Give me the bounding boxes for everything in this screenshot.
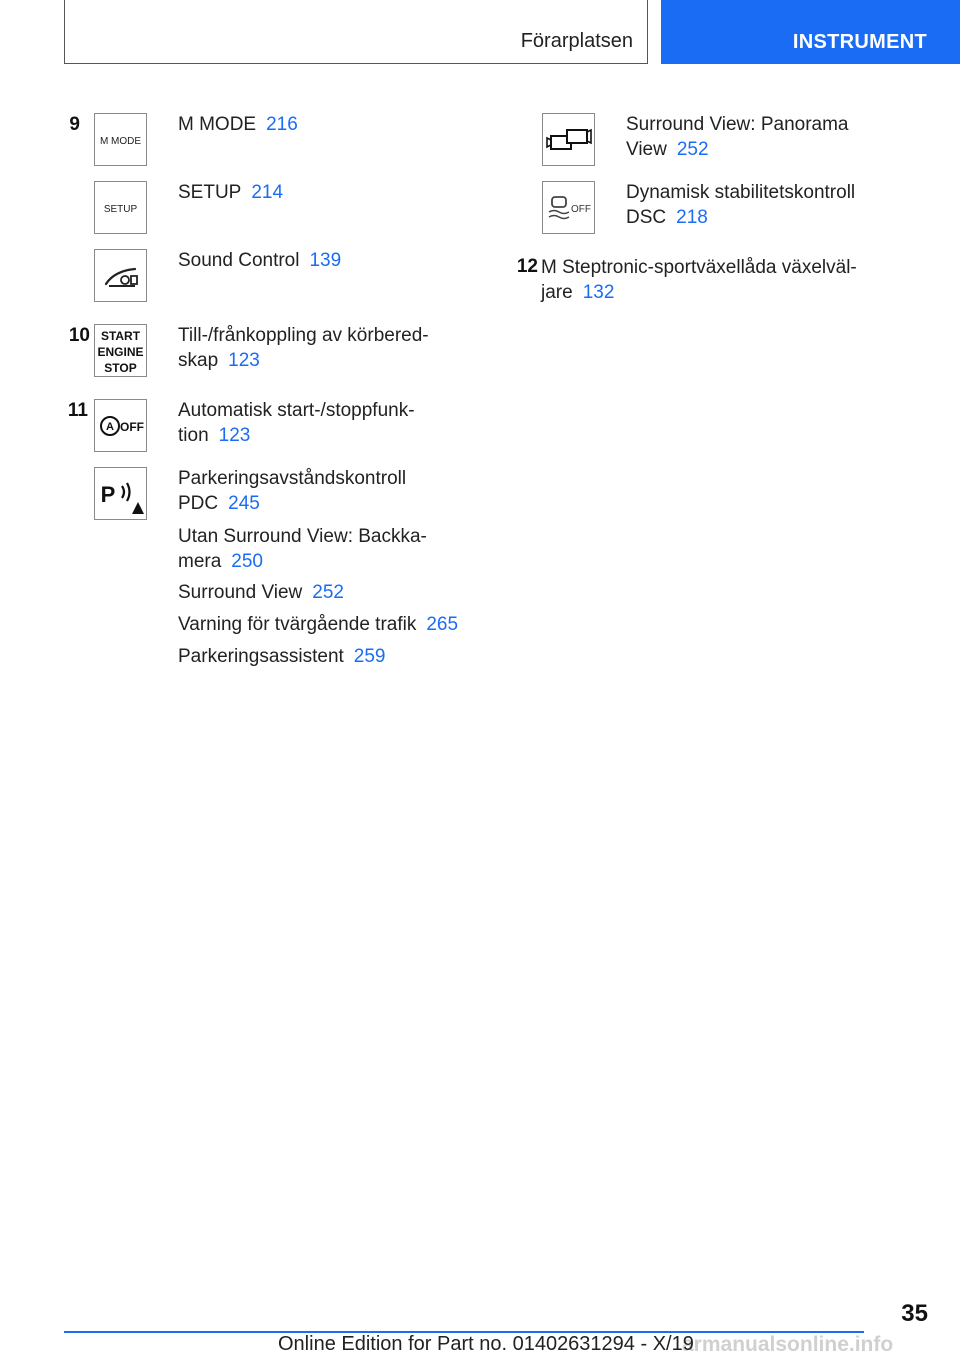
auto-start-stop-line2: tion — [178, 425, 209, 446]
panorama-view-line2: View — [626, 139, 667, 160]
auto-start-stop-off-icon — [94, 399, 147, 452]
parking-assistant-entry — [178, 644, 386, 669]
chapter-tab-label: INSTRUMENT — [792, 31, 927, 53]
steptronic-line1: M Steptronic-sportväxellåda växelväl- — [541, 257, 857, 278]
backup-camera-page-link[interactable]: 250 — [231, 551, 263, 572]
panorama-view-page-link[interactable]: 252 — [676, 139, 709, 160]
auto-start-stop-line1: Automatisk start-/stoppfunk- — [178, 400, 415, 421]
backup-camera-entry — [178, 524, 427, 574]
cross-traffic-label: Varning för tvärgående trafik — [178, 614, 417, 635]
sound-control-label: Sound Control — [178, 250, 300, 271]
m-mode-entry — [178, 112, 298, 137]
footer-edition: Online Edition for Part no. 01402631294 - X/19 — [278, 1333, 694, 1355]
pdc-page-link[interactable]: 245 — [228, 493, 260, 514]
auto-start-stop-entry — [178, 398, 415, 448]
footer-watermark: armanualsonline.info — [682, 1333, 894, 1356]
start-engine-stop-icon — [94, 324, 147, 377]
m-mode-icon — [94, 113, 147, 166]
auto-start-stop-page-link[interactable]: 123 — [218, 425, 251, 446]
svg-text:M MODE: M MODE — [99, 136, 142, 147]
pdc-line1: Parkeringsavståndskontroll — [178, 468, 407, 489]
parking-assistant-page-link[interactable]: 259 — [353, 646, 386, 667]
m-mode-label: M MODE — [178, 114, 257, 135]
sound-control-entry — [178, 248, 341, 273]
surround-view-page-link[interactable]: 252 — [312, 582, 344, 603]
steptronic-page-link[interactable]: 132 — [582, 282, 615, 303]
item-number-10: 10 — [68, 325, 90, 346]
svg-text:A: A — [106, 421, 114, 433]
pdc-line2: PDC — [178, 493, 219, 514]
dsc-off-icon — [542, 181, 595, 234]
svg-text:OFF: OFF — [120, 420, 144, 434]
sound-control-icon — [94, 249, 147, 302]
parking-sensor-icon — [94, 467, 147, 520]
page-number: 35 — [901, 1300, 928, 1327]
backup-camera-line1: Utan Surround View: Backka- — [178, 526, 427, 547]
start-stop-entry — [178, 323, 429, 373]
steptronic-entry — [541, 255, 857, 305]
setup-label: SETUP — [178, 182, 242, 203]
svg-text:SETUP: SETUP — [103, 204, 138, 215]
item-number-12: 12 — [516, 256, 538, 277]
item-number-11: 11 — [67, 400, 88, 421]
dsc-line2: DSC — [626, 207, 667, 228]
section-title: Förarplatsen — [520, 30, 633, 52]
panorama-view-line1: Surround View: Panorama — [626, 114, 849, 135]
setup-icon — [94, 181, 147, 234]
dsc-page-link[interactable]: 218 — [676, 207, 708, 228]
surround-view-label: Surround View — [178, 582, 303, 603]
backup-camera-line2: mera — [178, 551, 222, 572]
panorama-view-icon — [542, 113, 595, 166]
cross-traffic-page-link[interactable]: 265 — [426, 614, 459, 635]
svg-text:ENGINE: ENGINE — [97, 345, 144, 359]
header-section-box — [64, 0, 648, 64]
setup-entry — [178, 180, 283, 205]
start-stop-line1: Till-/frånkoppling av körbered- — [178, 325, 429, 346]
steptronic-line2: jare — [541, 282, 573, 303]
svg-text:START: START — [100, 329, 141, 343]
dsc-line1: Dynamisk stabilitetskontroll — [626, 182, 856, 203]
pdc-entry — [178, 466, 406, 516]
cross-traffic-entry — [178, 612, 458, 637]
parking-assistant-label: Parkeringsassistent — [178, 646, 344, 667]
setup-page-link[interactable]: 214 — [251, 182, 284, 203]
sound-control-page-link[interactable]: 139 — [309, 250, 342, 271]
panorama-view-entry — [626, 112, 849, 162]
m-mode-page-link[interactable]: 216 — [266, 114, 298, 135]
surround-view-entry — [178, 580, 344, 605]
chapter-tab[interactable] — [661, 0, 960, 64]
svg-text:STOP: STOP — [104, 361, 137, 375]
start-stop-line2: skap — [178, 350, 219, 371]
svg-text:P: P — [100, 482, 116, 507]
svg-text:OFF: OFF — [571, 204, 591, 215]
dsc-entry — [626, 180, 855, 230]
start-stop-page-link[interactable]: 123 — [228, 350, 260, 371]
item-number-9: 9 — [69, 114, 80, 135]
